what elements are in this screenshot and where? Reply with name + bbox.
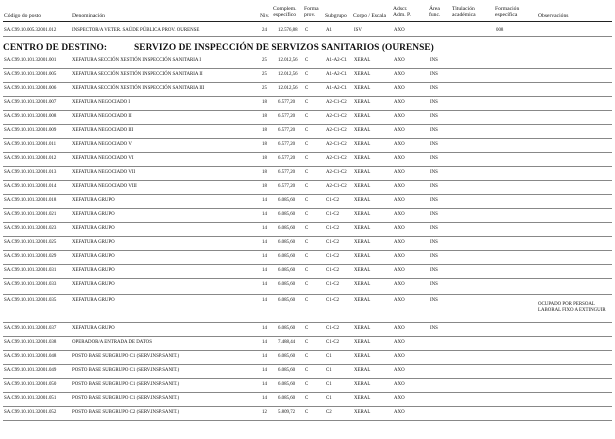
cell-denominacion: POSTO BASE SUBGRUPO C1 (SERV.INSP.SANIT.): [72, 354, 180, 359]
cell-subgrupo: C1-C2: [326, 268, 340, 273]
cell-denominacion: POSTO BASE SUBGRUPO C1 (SERV.INSP.SANIT.): [72, 396, 180, 401]
cell-subgrupo: C1-C2: [326, 240, 340, 245]
row-divider: [3, 152, 612, 153]
cell-denominacion: XEFATURA NEGOCIADO VII: [72, 170, 136, 175]
cell-area: INS: [430, 170, 438, 175]
cell-niv: 14: [262, 212, 267, 217]
cell-subgrupo: A2-C1-C2: [326, 156, 347, 161]
cell-subgrupo: C1-C2: [326, 298, 340, 303]
cell-corpo: ISV: [354, 28, 362, 33]
cell-codigo: SA.C99.10.101.32001.037: [4, 326, 57, 331]
cell-codigo: SA.C99.10.101.32001.050: [4, 382, 57, 387]
header-rule: [3, 21, 612, 22]
cell-subgrupo: A1-A2-C1: [326, 58, 347, 63]
cell-complem: 6.085,60: [278, 396, 296, 401]
cell-niv: 18: [262, 170, 267, 175]
row-divider: [3, 180, 612, 181]
cell-adscr: AXO: [394, 198, 405, 203]
cell-codigo: SA.C99.10.101.32001.009: [4, 128, 57, 133]
cell-codigo: SA.C99.10.101.32001.007: [4, 100, 57, 105]
cell-denominacion: POSTO BASE SUBGRUPO C1 (SERV.INSP.SANIT.): [72, 368, 180, 373]
cell-adscr: AXO: [394, 298, 405, 303]
cell-corpo: XERAL: [354, 128, 371, 133]
cell-denominacion: XEFATURA GRUPO: [72, 198, 115, 203]
row-divider: [3, 264, 612, 265]
cell-denominacion: XEFATURA NEGOCIADO I: [72, 100, 131, 105]
cell-adscr: AXO: [394, 212, 405, 217]
cell-denominacion: POSTO BASE SUBGRUPO C2 (SERV.INSP.SANIT.): [72, 410, 180, 415]
cell-corpo: XERAL: [354, 254, 371, 259]
cell-codigo: SA.C99.10.101.32001.023: [4, 226, 57, 231]
cell-codigo: SA.C99.10.101.32001.021: [4, 212, 57, 217]
header-forma-line2: prov.: [304, 12, 316, 19]
cell-niv: 18: [262, 156, 267, 161]
cell-subgrupo: A2-C1-C2: [326, 100, 347, 105]
cell-complem: 6.085,60: [278, 254, 296, 259]
header-adscr-line2: Adm. P.: [393, 12, 411, 19]
cell-corpo: XERAL: [354, 212, 371, 217]
cell-niv: 25: [262, 72, 267, 77]
cell-denominacion: XEFATURA NEGOCIADO II: [72, 114, 132, 119]
cell-area: INS: [430, 198, 438, 203]
cell-subgrupo: C1-C2: [326, 326, 340, 331]
cell-subgrupo: C1: [326, 368, 332, 373]
row-divider: [3, 82, 612, 83]
cell-corpo: XERAL: [354, 184, 371, 189]
cell-codigo: SA.C99.10.101.32001.013: [4, 170, 57, 175]
row-divider: [3, 278, 612, 279]
cell-subgrupo: C1-C2: [326, 340, 340, 345]
cell-corpo: XERAL: [354, 142, 371, 147]
cell-niv: 14: [262, 382, 267, 387]
row-divider: [3, 364, 612, 365]
cell-adscr: AXO: [394, 156, 405, 161]
cell-niv: 14: [262, 268, 267, 273]
cell-denominacion: XEFATURA GRUPO: [72, 268, 115, 273]
cell-area: INS: [430, 100, 438, 105]
cell-adscr: AXO: [394, 368, 405, 373]
cell-forma: C: [305, 410, 309, 415]
cell-complem: 6.085,60: [278, 240, 296, 245]
cell-codigo: SA.C99.10.101.32001.051: [4, 396, 57, 401]
cell-area: INS: [430, 142, 438, 147]
cell-codigo: SA.C99.10.101.32001.035: [4, 298, 57, 303]
header-titulacion-line2: académica: [452, 12, 476, 19]
section-label: CENTRO DE DESTINO:: [3, 43, 108, 53]
cell-codigo: SA.C99.10.101.32001.001: [4, 58, 57, 63]
cell-denominacion: XEFATURA GRUPO: [72, 282, 115, 287]
cell-forma: C: [305, 240, 309, 245]
cell-codigo: SA.C99.10.101.32001.033: [4, 282, 57, 287]
cell-niv: 25: [262, 58, 267, 63]
cell-forma: C: [305, 100, 309, 105]
cell-complem: 6.577,20: [278, 170, 296, 175]
cell-corpo: XERAL: [354, 72, 371, 77]
cell-corpo: XERAL: [354, 226, 371, 231]
cell-subgrupo: A2-C1-C2: [326, 184, 347, 189]
cell-subgrupo: C1-C2: [326, 226, 340, 231]
cell-forma: C: [305, 72, 309, 77]
cell-denominacion: INSPECTOR/A VETER. SAÚDE PÚBLICA PROV. OURENSE: [72, 28, 200, 33]
header-niv: Niv.: [260, 13, 270, 19]
row-divider: [3, 406, 612, 407]
cell-complem: 6.577,20: [278, 128, 296, 133]
cell-subgrupo: C1-C2: [326, 198, 340, 203]
cell-niv: 18: [262, 142, 267, 147]
cell-subgrupo: A1-A2-C1: [326, 86, 347, 91]
header-titulacion-line1: Titulación: [452, 6, 475, 12]
cell-corpo: XERAL: [354, 198, 371, 203]
cell-forma: C: [305, 212, 309, 217]
cell-adscr: AXO: [394, 410, 405, 415]
cell-forma: C: [305, 114, 309, 119]
cell-corpo: XERAL: [354, 114, 371, 119]
cell-denominacion: XEFATURA GRUPO: [72, 298, 115, 303]
cell-denominacion: XEFATURA NEGOCIADO VI: [72, 156, 134, 161]
cell-adscr: AXO: [394, 170, 405, 175]
cell-denominacion: XEFATURA GRUPO: [72, 226, 115, 231]
cell-denominacion: XEFATURA NEGOCIADO V: [72, 142, 132, 147]
cell-niv: 18: [262, 128, 267, 133]
header-formacion-line1: Formación: [495, 6, 520, 12]
cell-niv: 12: [262, 410, 267, 415]
cell-denominacion: XEFATURA GRUPO: [72, 212, 115, 217]
cell-denominacion: XEFATURA SECCIÓN XESTIÓN INSPECCIÓN SANITARIA I: [72, 58, 201, 63]
cell-denominacion: OPERADOR/A ENTRADA DE DATOS: [72, 340, 152, 345]
cell-niv: 25: [262, 86, 267, 91]
header-subgrupo: Subgrupo: [325, 13, 347, 19]
header-adscr: [393, 6, 411, 19]
cell-area: INS: [430, 212, 438, 217]
cell-codigo: SA.C99.10.101.32001.048: [4, 354, 57, 359]
row-divider: [3, 36, 612, 37]
cell-complem: 12.012,56: [278, 86, 298, 91]
cell-denominacion: XEFATURA GRUPO: [72, 326, 115, 331]
cell-complem: 6.085,60: [278, 368, 296, 373]
header-area: [429, 6, 440, 19]
cell-area: INS: [430, 326, 438, 331]
cell-forma: C: [305, 226, 309, 231]
cell-corpo: XERAL: [354, 382, 371, 387]
row-divider: [3, 208, 612, 209]
cell-niv: 18: [262, 100, 267, 105]
cell-forma: C: [305, 340, 309, 345]
cell-corpo: XERAL: [354, 86, 371, 91]
cell-subgrupo: C1-C2: [326, 254, 340, 259]
row-divider: [3, 350, 612, 351]
cell-adscr: AXO: [394, 58, 405, 63]
cell-forma: C: [305, 170, 309, 175]
cell-complem: 5.809,72: [278, 410, 296, 415]
cell-niv: 24: [262, 28, 267, 33]
row-divider: [3, 222, 612, 223]
cell-corpo: XERAL: [354, 282, 371, 287]
cell-codigo: SA.C99.10.101.32001.012: [4, 156, 57, 161]
cell-codigo: SA.C99.10.101.32001.031: [4, 268, 57, 273]
cell-denominacion: XEFATURA GRUPO: [72, 254, 115, 259]
cell-adscr: AXO: [394, 268, 405, 273]
header-corpo: Corpo / Escala: [353, 13, 386, 19]
cell-corpo: XERAL: [354, 170, 371, 175]
cell-niv: 14: [262, 396, 267, 401]
header-adscr-line1: Adscr.: [393, 6, 408, 12]
cell-adscr: AXO: [394, 340, 405, 345]
cell-subgrupo: A2-C1-C2: [326, 114, 347, 119]
cell-adscr: AXO: [394, 254, 405, 259]
cell-adscr: AXO: [394, 114, 405, 119]
cell-codigo: SA.C99.10.101.32001.005: [4, 72, 57, 77]
cell-forma: C: [305, 268, 309, 273]
row-divider: [3, 138, 612, 139]
cell-corpo: XERAL: [354, 268, 371, 273]
cell-niv: 14: [262, 354, 267, 359]
cell-area: INS: [430, 128, 438, 133]
cell-forma: C: [305, 254, 309, 259]
header-denominacion: Denominación: [72, 13, 105, 19]
header-observaciones: Observacións: [538, 13, 569, 19]
cell-adscr: AXO: [394, 142, 405, 147]
cell-forma: C: [305, 142, 309, 147]
cell-forma: C: [305, 58, 309, 63]
row-divider: [3, 236, 612, 237]
cell-codigo: SA.C99.10.101.32001.049: [4, 368, 57, 373]
cell-adscr: AXO: [394, 128, 405, 133]
cell-adscr: AXO: [394, 86, 405, 91]
cell-area: INS: [430, 254, 438, 259]
cell-complem: 6.085,60: [278, 198, 296, 203]
header-formacion: [495, 6, 519, 19]
cell-complem: 6.085,60: [278, 282, 296, 287]
cell-forma: C: [305, 382, 309, 387]
cell-subgrupo: C2: [326, 410, 332, 415]
cell-subgrupo: A1: [326, 28, 332, 33]
cell-codigo: SA.C99.10.101.32001.052: [4, 410, 57, 415]
cell-complem: 6.085,60: [278, 354, 296, 359]
cell-area: INS: [430, 156, 438, 161]
header-formacion-line2: específica: [495, 12, 518, 19]
cell-subgrupo: C1: [326, 396, 332, 401]
cell-forma: C: [305, 354, 309, 359]
cell-forma: C: [305, 184, 309, 189]
cell-complem: 6.085,60: [278, 382, 296, 387]
cell-area: INS: [430, 240, 438, 245]
cell-codigo: SA.C99.10.101.32001.006: [4, 86, 57, 91]
cell-complem: 7.488,44: [278, 340, 296, 345]
row-divider: [3, 378, 612, 379]
header-complem-line1: Complem.: [273, 6, 297, 12]
cell-complem: 6.085,60: [278, 212, 296, 217]
cell-subgrupo: A2-C1-C2: [326, 142, 347, 147]
cell-complem: 6.577,20: [278, 184, 296, 189]
cell-adscr: AXO: [394, 100, 405, 105]
cell-forma: C: [305, 282, 309, 287]
cell-subgrupo: A2-C1-C2: [326, 128, 347, 133]
cell-corpo: XERAL: [354, 58, 371, 63]
cell-area: INS: [430, 282, 438, 287]
header-area-line2: func.: [429, 12, 441, 19]
cell-adscr: AXO: [394, 396, 405, 401]
cell-area: INS: [430, 298, 438, 303]
cell-corpo: XERAL: [354, 326, 371, 331]
cell-denominacion: XEFATURA NEGOCIADO III: [72, 128, 134, 133]
cell-corpo: XERAL: [354, 156, 371, 161]
cell-niv: 14: [262, 368, 267, 373]
cell-corpo: XERAL: [354, 410, 371, 415]
cell-complem: 6.085,60: [278, 226, 296, 231]
row-divider: [3, 110, 612, 111]
cell-corpo: XERAL: [354, 396, 371, 401]
cell-complem: 6.085,60: [278, 268, 296, 273]
cell-corpo: XERAL: [354, 298, 371, 303]
cell-complem: 6.577,20: [278, 156, 296, 161]
cell-niv: 14: [262, 326, 267, 331]
cell-subgrupo: C1: [326, 354, 332, 359]
row-divider: [3, 294, 612, 295]
row-divider: [3, 124, 612, 125]
cell-area: INS: [430, 72, 438, 77]
cell-subgrupo: C1-C2: [326, 282, 340, 287]
cell-adscr: AXO: [394, 354, 405, 359]
header-forma-line1: Forma: [304, 6, 319, 12]
row-divider: [3, 194, 612, 195]
cell-complem: 6.577,20: [278, 142, 296, 147]
cell-forma: C: [305, 326, 309, 331]
cell-codigo: SA.C99.10.101.32001.008: [4, 114, 57, 119]
cell-adscr: AXO: [394, 28, 405, 33]
row-divider: [3, 392, 612, 393]
cell-niv: 18: [262, 184, 267, 189]
cell-niv: 14: [262, 240, 267, 245]
cell-corpo: XERAL: [354, 354, 371, 359]
cell-complem: 12.012,56: [278, 72, 298, 77]
cell-corpo: XERAL: [354, 340, 371, 345]
header-area-line1: Área: [429, 6, 440, 12]
cell-denominacion: XEFATURA SECCIÓN XESTIÓN INSPECCIÓN SANITARIA II: [72, 72, 203, 77]
cell-forma: C: [305, 396, 309, 401]
row-divider: [3, 336, 612, 337]
cell-area: INS: [430, 226, 438, 231]
header-titulacion: [452, 6, 476, 19]
row-divider: [3, 420, 612, 421]
cell-forma: C: [305, 156, 309, 161]
cell-area: INS: [430, 268, 438, 273]
cell-adscr: AXO: [394, 326, 405, 331]
cell-formacion: 008: [496, 28, 504, 33]
cell-niv: 14: [262, 282, 267, 287]
cell-adscr: AXO: [394, 72, 405, 77]
cell-adscr: AXO: [394, 240, 405, 245]
row-divider: [3, 68, 612, 69]
cell-niv: 18: [262, 114, 267, 119]
cell-denominacion: XEFATURA GRUPO: [72, 240, 115, 245]
cell-corpo: XERAL: [354, 100, 371, 105]
header-codigo: Código do posto: [4, 13, 41, 19]
cell-area: INS: [430, 184, 438, 189]
cell-adscr: AXO: [394, 382, 405, 387]
cell-niv: 14: [262, 340, 267, 345]
cell-complem: 6.577,20: [278, 114, 296, 119]
cell-denominacion: POSTO BASE SUBGRUPO C1 (SERV.INSP.SANIT.): [72, 382, 180, 387]
cell-area: INS: [430, 114, 438, 119]
row-divider: [3, 250, 612, 251]
cell-forma: C: [305, 28, 309, 33]
cell-subgrupo: C1: [326, 382, 332, 387]
cell-forma: C: [305, 298, 309, 303]
cell-niv: 14: [262, 254, 267, 259]
cell-adscr: AXO: [394, 226, 405, 231]
header-complem-line2: específico: [273, 12, 297, 19]
cell-forma: C: [305, 128, 309, 133]
cell-complem: 6.577,20: [278, 100, 296, 105]
cell-corpo: XERAL: [354, 240, 371, 245]
cell-codigo: SA.C99.10.101.32001.014: [4, 184, 57, 189]
cell-complem: 6.085,60: [278, 326, 296, 331]
cell-area: INS: [430, 58, 438, 63]
cell-codigo: SA.C99.10.101.32001.011: [4, 142, 57, 147]
cell-adscr: AXO: [394, 184, 405, 189]
cell-subgrupo: A1-A2-C1: [326, 72, 347, 77]
cell-observaciones: OCUPADO POR PERSOAL LABORAL FIXO A EXTINGUIR: [538, 302, 606, 313]
cell-niv: 14: [262, 198, 267, 203]
cell-niv: 14: [262, 226, 267, 231]
row-divider: [3, 322, 612, 323]
row-divider: [3, 96, 612, 97]
cell-area: INS: [430, 86, 438, 91]
header-forma: [304, 6, 319, 19]
cell-adscr: AXO: [394, 282, 405, 287]
cell-subgrupo: C1-C2: [326, 212, 340, 217]
cell-denominacion: XEFATURA NEGOCIADO VIII: [72, 184, 137, 189]
cell-complem: 12.576,88: [278, 28, 298, 33]
cell-codigo: SA.C99.10.101.32001.029: [4, 254, 57, 259]
cell-codigo: SA.C99.10.101.32001.025: [4, 240, 57, 245]
cell-forma: C: [305, 86, 309, 91]
header-complem: [273, 6, 296, 19]
row-divider: [3, 166, 612, 167]
cell-forma: C: [305, 368, 309, 373]
cell-subgrupo: A2-C1-C2: [326, 170, 347, 175]
cell-complem: 12.012,56: [278, 58, 298, 63]
cell-codigo: SA.C99.10.005.32001.012: [4, 28, 57, 33]
cell-denominacion: XEFATURA SECCIÓN XESTIÓN INSPECCIÓN SANITARIA III: [72, 86, 205, 91]
cell-niv: 14: [262, 298, 267, 303]
cell-codigo: SA.C99.10.101.32001.038: [4, 340, 57, 345]
cell-forma: C: [305, 198, 309, 203]
cell-complem: 6.085,60: [278, 298, 296, 303]
section-name: SERVIZO DE INSPECCIÓN DE SERVIZOS SANITARIOS (OURENSE): [134, 43, 434, 53]
cell-corpo: XERAL: [354, 368, 371, 373]
cell-codigo: SA.C99.10.101.32001.018: [4, 198, 57, 203]
